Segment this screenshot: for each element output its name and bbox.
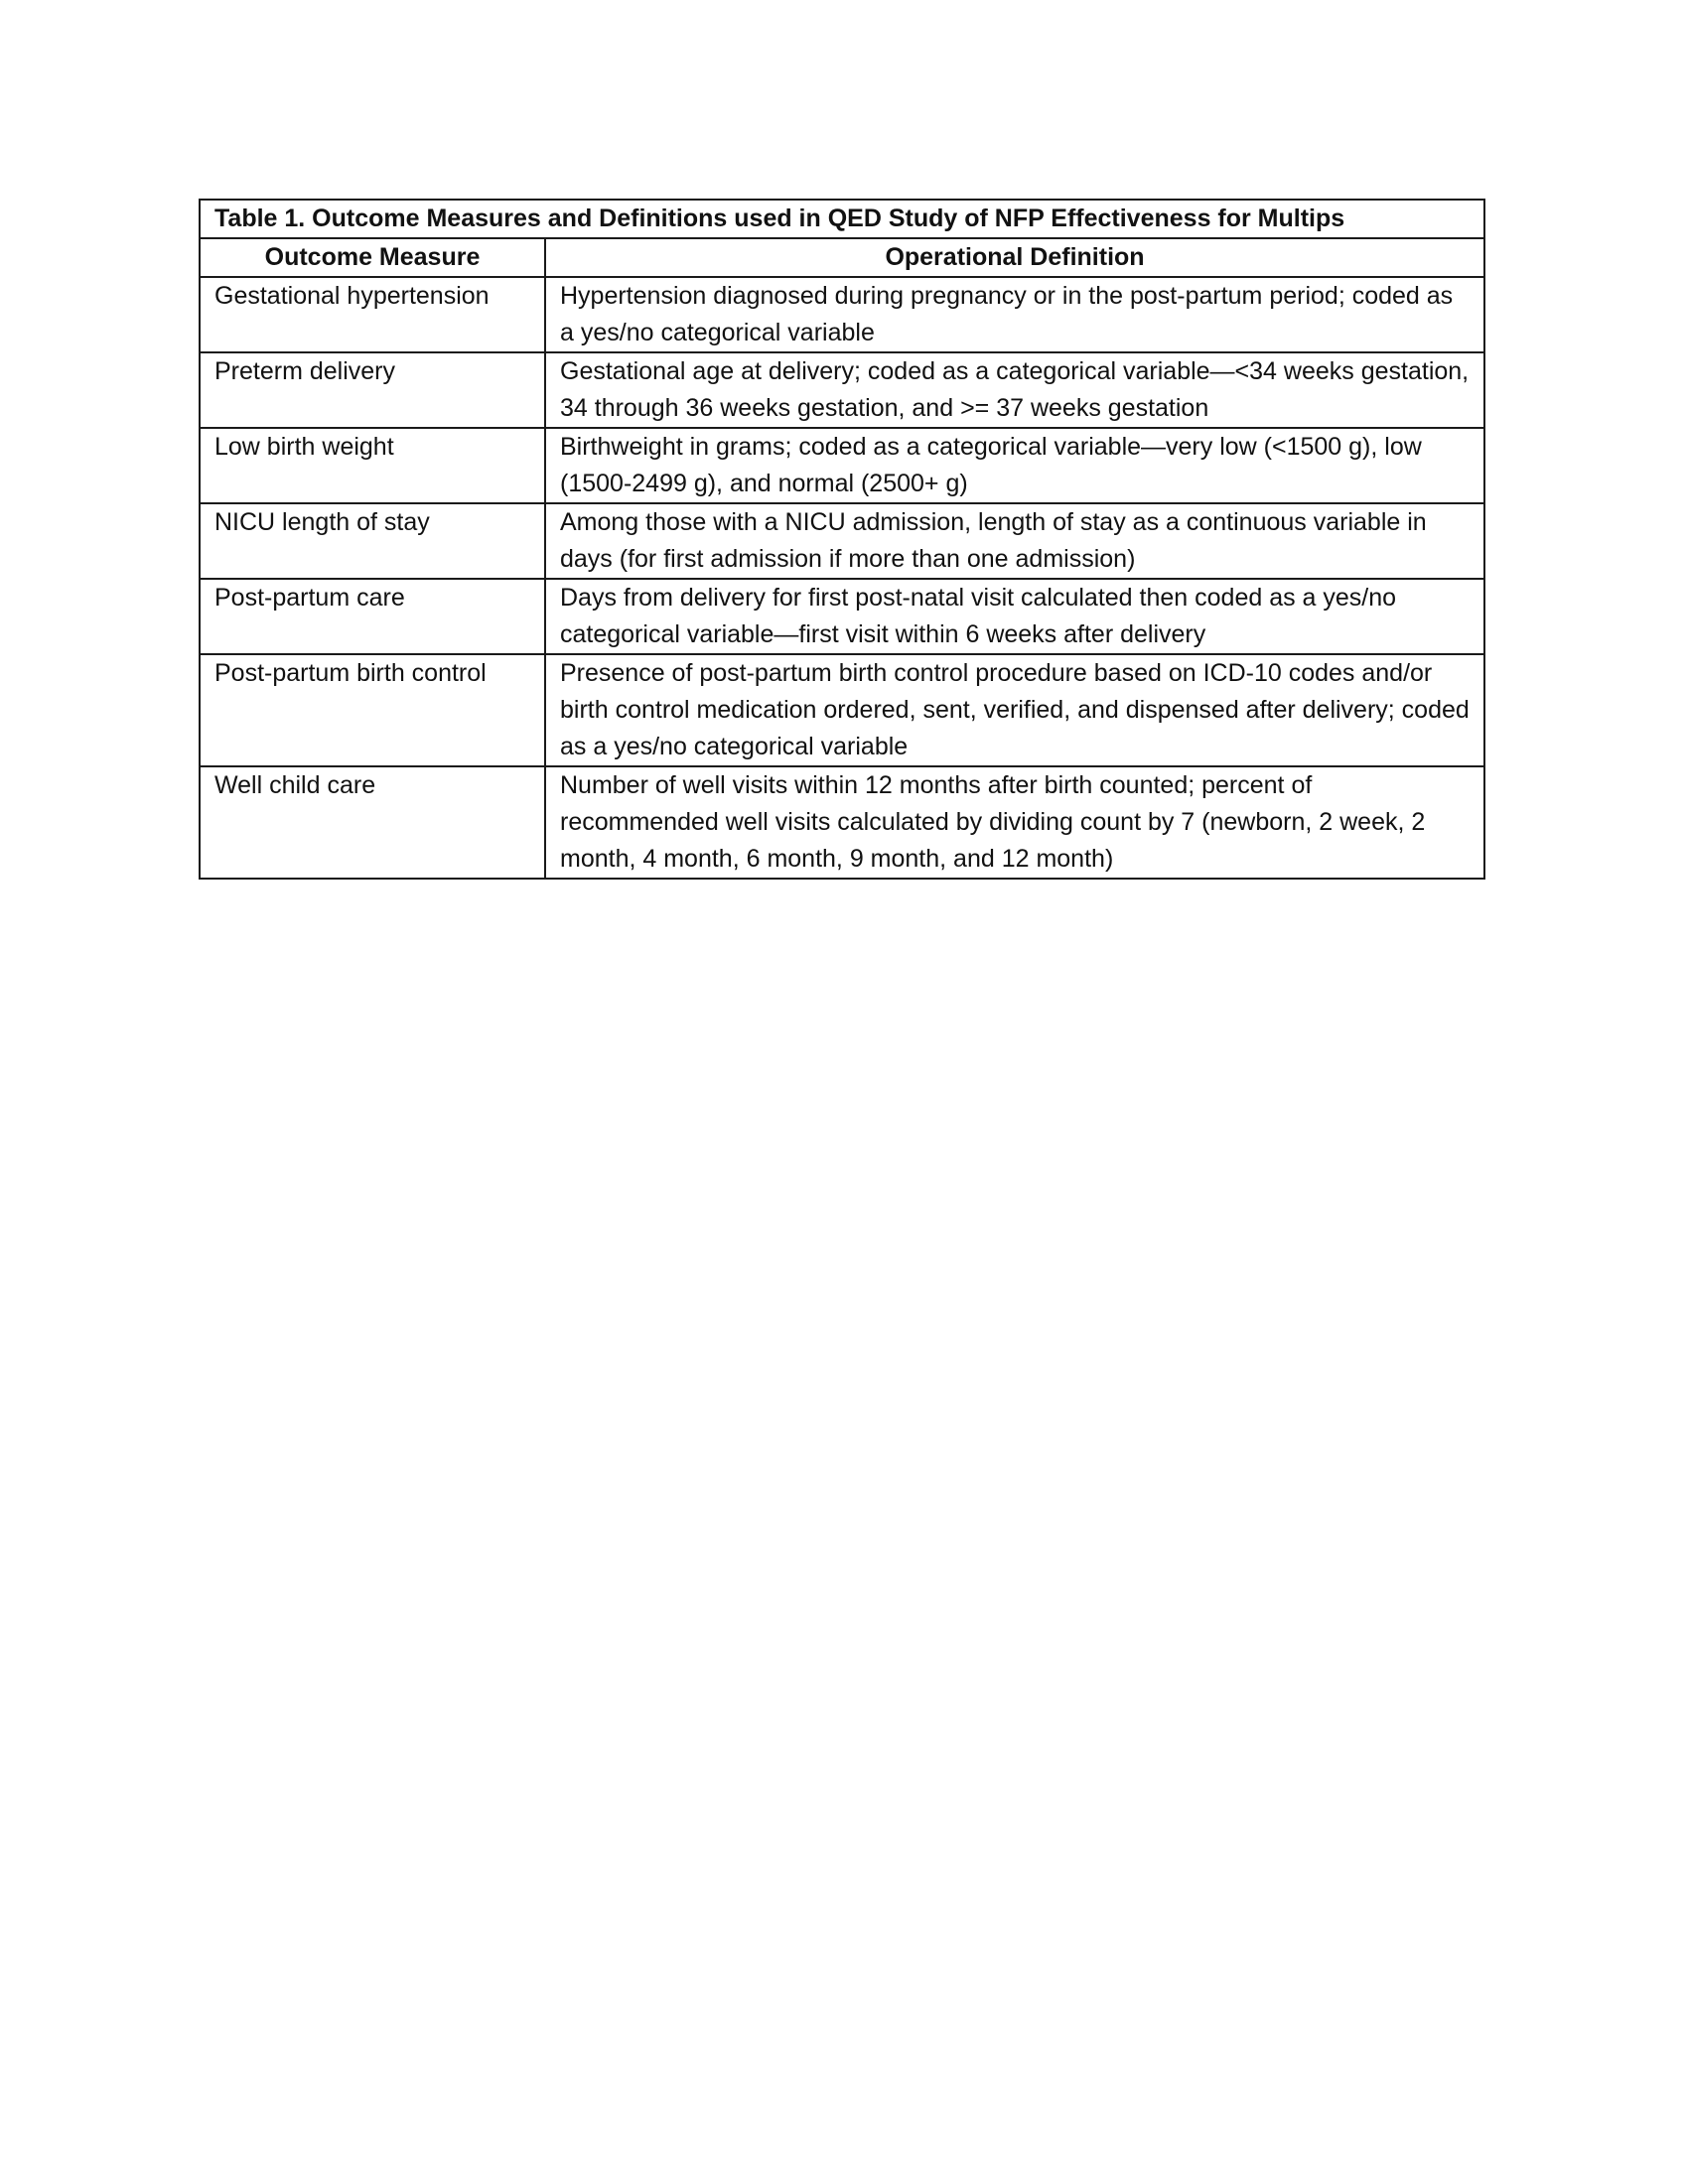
table-caption: Table 1. Outcome Measures and Definitions used in QED Study of NFP Effectiveness for Multips	[200, 200, 1484, 238]
table-row	[200, 654, 1484, 766]
table-row	[200, 352, 1484, 428]
table-row	[200, 579, 1484, 654]
table-row	[200, 503, 1484, 579]
outcome-measures-table	[199, 199, 1485, 880]
table-row	[200, 428, 1484, 503]
operational-definition-cell: Among those with a NICU admission, length of stay as a continuous variable in days (for first admission if more than one admission)	[545, 503, 1484, 579]
outcome-measure-cell: Well child care	[200, 766, 545, 879]
operational-definition-cell: Birthweight in grams; coded as a categorical variable—very low (<1500 g), low (1500-2499 g), and normal (2500+ g)	[545, 428, 1484, 503]
outcome-measure-cell: Post-partum care	[200, 579, 545, 654]
operational-definition-cell: Days from delivery for first post-natal visit calculated then coded as a yes/no categorical variable—first visit within 6 weeks after delivery	[545, 579, 1484, 654]
table-caption-row	[200, 200, 1484, 238]
operational-definition-cell: Gestational age at delivery; coded as a categorical variable—<34 weeks gestation, 34 through 36 weeks gestation, and >= 37 weeks gestation	[545, 352, 1484, 428]
operational-definition-cell: Number of well visits within 12 months after birth counted; percent of recommended well visits calculated by dividing count by 7 (newborn, 2 week, 2 month, 4 month, 6 month, 9 month, and 12 month)	[545, 766, 1484, 879]
table-header-row	[200, 238, 1484, 277]
table-row	[200, 766, 1484, 879]
outcome-measure-cell: Preterm delivery	[200, 352, 545, 428]
operational-definition-cell: Presence of post-partum birth control procedure based on ICD-10 codes and/or birth control medication ordered, sent, verified, and dispensed after delivery; coded as a yes/no categorical variable	[545, 654, 1484, 766]
outcome-measure-cell: NICU length of stay	[200, 503, 545, 579]
outcome-measure-cell: Low birth weight	[200, 428, 545, 503]
header-operational-definition: Operational Definition	[545, 238, 1484, 277]
outcome-measure-cell: Post-partum birth control	[200, 654, 545, 766]
header-outcome-measure: Outcome Measure	[200, 238, 545, 277]
operational-definition-cell: Hypertension diagnosed during pregnancy or in the post-partum period; coded as a yes/no categorical variable	[545, 277, 1484, 352]
table-row	[200, 277, 1484, 352]
outcome-measure-cell: Gestational hypertension	[200, 277, 545, 352]
